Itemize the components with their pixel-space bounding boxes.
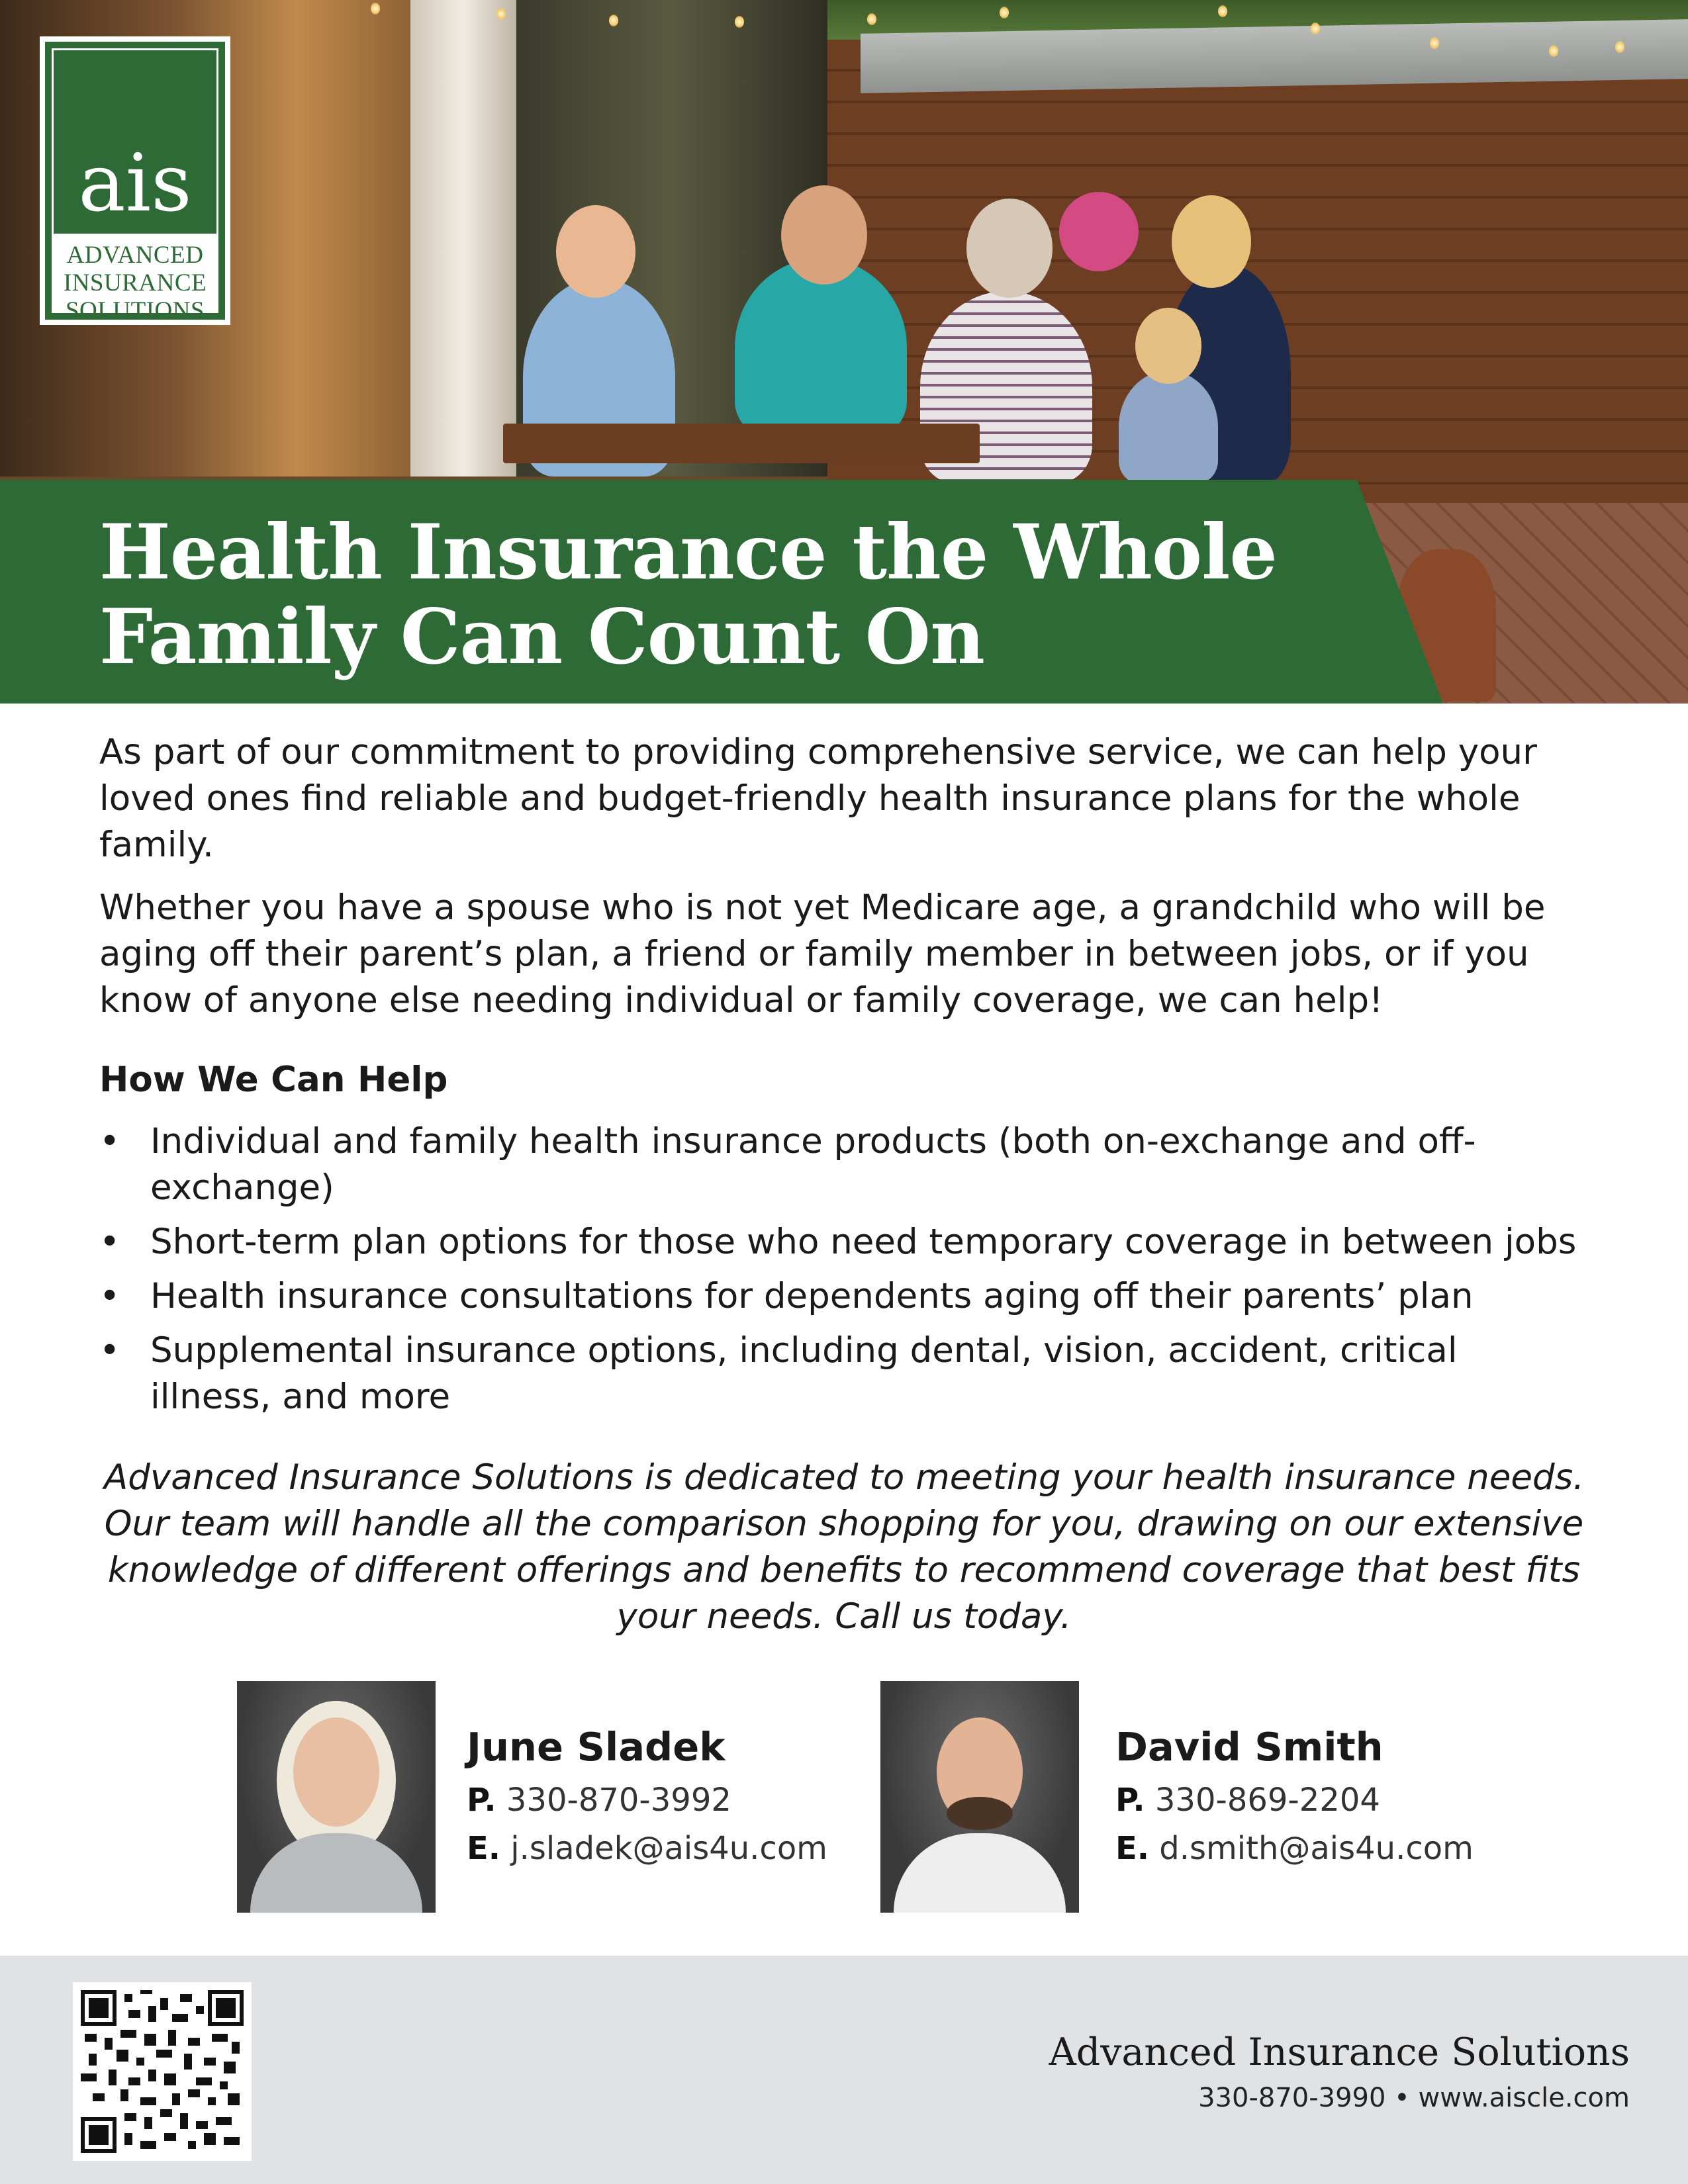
logo-line: SOLUTIONS xyxy=(65,297,205,324)
string-light xyxy=(867,13,876,25)
shirt-shape xyxy=(250,1833,422,1913)
string-light xyxy=(1615,41,1624,53)
string-light xyxy=(1000,7,1009,19)
intro-paragraph-1: As part of our commitment to providing comprehensive service, we can help your loved ones find reliable and budget-friendly health insurance plans for the whole family. xyxy=(99,732,1537,865)
contact-photo-david xyxy=(880,1681,1079,1913)
face-shape xyxy=(293,1717,379,1827)
string-light xyxy=(1311,23,1320,34)
footer-company-name: Advanced Insurance Solutions xyxy=(1049,2030,1630,2074)
help-list-item xyxy=(99,1219,1589,1265)
closing-statement: Advanced Insurance Solutions is dedicated to meeting your health insurance needs. Our team will handle all the comparison shopping for you, drawing on our extensive knowledge of different offerings and benefits to recommend coverage that best fits your needs. Call us today. xyxy=(103,1457,1585,1637)
logo-mark: ais xyxy=(78,138,192,230)
help-item-text: Supplemental insurance options, including dental, vision, accident, critical illness, and more xyxy=(150,1330,1458,1417)
help-list xyxy=(99,1118,1589,1428)
bullet-icon: • xyxy=(99,1121,120,1161)
contact-photo-june xyxy=(237,1681,436,1913)
email-label: E. xyxy=(1115,1830,1150,1867)
contact-name: June Sladek xyxy=(467,1724,726,1770)
title-line-1: Health Insurance the Whole xyxy=(99,508,1277,596)
string-light xyxy=(1218,5,1227,17)
bullet-icon: • xyxy=(99,1222,120,1262)
child-head xyxy=(1135,308,1201,384)
help-heading: How We Can Help xyxy=(99,1060,448,1100)
help-list-item xyxy=(99,1273,1589,1320)
qr-code[interactable] xyxy=(73,1982,252,2161)
logo-line: ADVANCED xyxy=(66,242,204,269)
beard-shape xyxy=(947,1797,1013,1830)
email-link[interactable]: j.sladek@ais4u.com xyxy=(510,1830,827,1867)
grandfather-head xyxy=(556,205,635,298)
logo-wordmark xyxy=(52,234,218,324)
help-item-text: Individual and family health insurance products (both on-exchange and off-exchange) xyxy=(150,1121,1476,1208)
intro-paragraph-2: Whether you have a spouse who is not yet Medicare age, a grandchild who will be aging off their parent’s plan, a friend or family member in between jobs, or if you know of anyone else needing individual or family coverage, we can help! xyxy=(99,887,1546,1021)
string-light xyxy=(371,3,380,15)
string-light xyxy=(496,8,506,20)
phone-label: P. xyxy=(467,1782,496,1819)
flower-bouquet xyxy=(1059,192,1139,271)
contact-phone xyxy=(1115,1780,1380,1820)
logo-line: INSURANCE xyxy=(63,269,207,296)
phone-link[interactable]: 330-870-3992 xyxy=(506,1782,731,1819)
contact-email xyxy=(467,1829,827,1868)
mother-head xyxy=(1172,195,1251,288)
phone-label: P. xyxy=(1115,1782,1145,1819)
string-light xyxy=(609,15,618,26)
dining-table xyxy=(503,424,980,463)
bullet-icon: • xyxy=(99,1276,120,1316)
child-figure xyxy=(1119,371,1218,483)
contact-phone xyxy=(467,1780,731,1820)
email-link[interactable]: d.smith@ais4u.com xyxy=(1159,1830,1474,1867)
phone-link[interactable]: 330-869-2204 xyxy=(1154,1782,1380,1819)
father-figure xyxy=(735,258,907,437)
company-logo xyxy=(40,36,230,325)
string-light xyxy=(1549,45,1558,57)
footer-contact-info[interactable]: 330-870-3990 • www.aiscle.com xyxy=(1198,2083,1630,2113)
email-label: E. xyxy=(467,1830,501,1867)
help-item-text: Short-term plan options for those who need temporary coverage in between jobs xyxy=(150,1222,1577,1262)
title-line-2: Family Can Count On xyxy=(99,592,984,681)
contact-name: David Smith xyxy=(1115,1724,1383,1770)
father-head xyxy=(781,185,867,285)
help-list-item xyxy=(99,1118,1589,1211)
bullet-icon: • xyxy=(99,1330,120,1371)
page-title xyxy=(99,510,1423,679)
contact-email xyxy=(1115,1829,1474,1868)
qr-code-graphic xyxy=(81,1990,244,2153)
hero-curtain xyxy=(410,0,516,477)
help-list-item xyxy=(99,1328,1589,1420)
string-light xyxy=(1430,37,1439,49)
help-item-text: Health insurance consultations for dependents aging off their parents’ plan xyxy=(150,1276,1474,1316)
grandmother-head xyxy=(966,199,1053,298)
shirt-shape xyxy=(894,1833,1066,1913)
string-light xyxy=(735,16,744,28)
